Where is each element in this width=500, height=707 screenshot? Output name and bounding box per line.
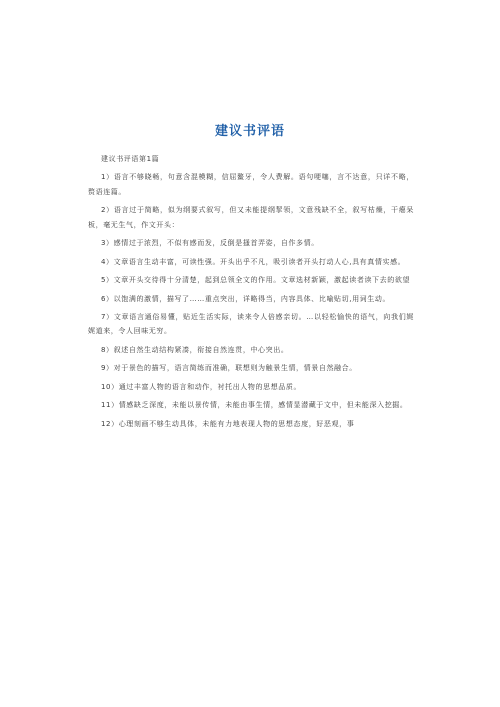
paragraph: 9）对于景色的描写，语言简练而准确，联想则为触景生情，情景自然融合。 xyxy=(101,364,357,373)
paragraph: 11）情感缺乏深度，未能以景传情，未能由事生情，感情显潜藏于文中，但未能深入挖掘。 xyxy=(101,401,408,410)
paragraph: 7）文章语言通俗易懂，贴近生活实际，读来令人倍感亲切。…以轻松愉快的语气，向我们娓娓道来，令人回味无穷。 xyxy=(88,312,414,336)
paragraph: 1）语言不够晓畅，句意含混模糊，信屈鳌牙，令人费解。语句哽噻，言不达意，只详不略，赘语连篇。 xyxy=(88,173,414,196)
paragraph: 4）文章语言生动丰富，可读性强。开头出乎不凡，吸引读者开头打动人心,具有真情实感。 xyxy=(101,257,406,266)
paragraph: 8）叙述自然生动结构紧凑，衔接自然连贯，中心突出。 xyxy=(101,345,289,354)
paragraph: 2）语言过于简略，似为纲要式叙写，但又未能提纲挈领，文意残缺不全，叙写枯燥，干瘪呆板，毫无生气，作文开头： xyxy=(88,206,414,229)
document-title: 建议书评语 xyxy=(214,124,285,139)
paragraph: 5）文章开头交待得十分清楚，起到总领全文的作用。文章选材新颖，激起读者读下去的欲望 xyxy=(101,276,411,285)
paragraph: 10）通过丰富人物的语言和动作，衬托出人物的思想品质。 xyxy=(101,382,302,391)
paragraph-heading: 建议书评语第1篇 xyxy=(101,155,160,163)
document-body xyxy=(88,152,414,435)
paragraph: 6）以饱满的激情，描写了……重点突出，详略得当，内容具体、比喻贴切,用词生动。 xyxy=(101,294,391,303)
paragraph: 12）心理刻画不够生动具体，未能有力地表现人物的思想态度，好恶观，事 xyxy=(101,419,355,428)
paragraph: 3）感情过于浓烈，不似有感而发，反倒是搔首弄姿，自作多情。 xyxy=(101,239,319,248)
